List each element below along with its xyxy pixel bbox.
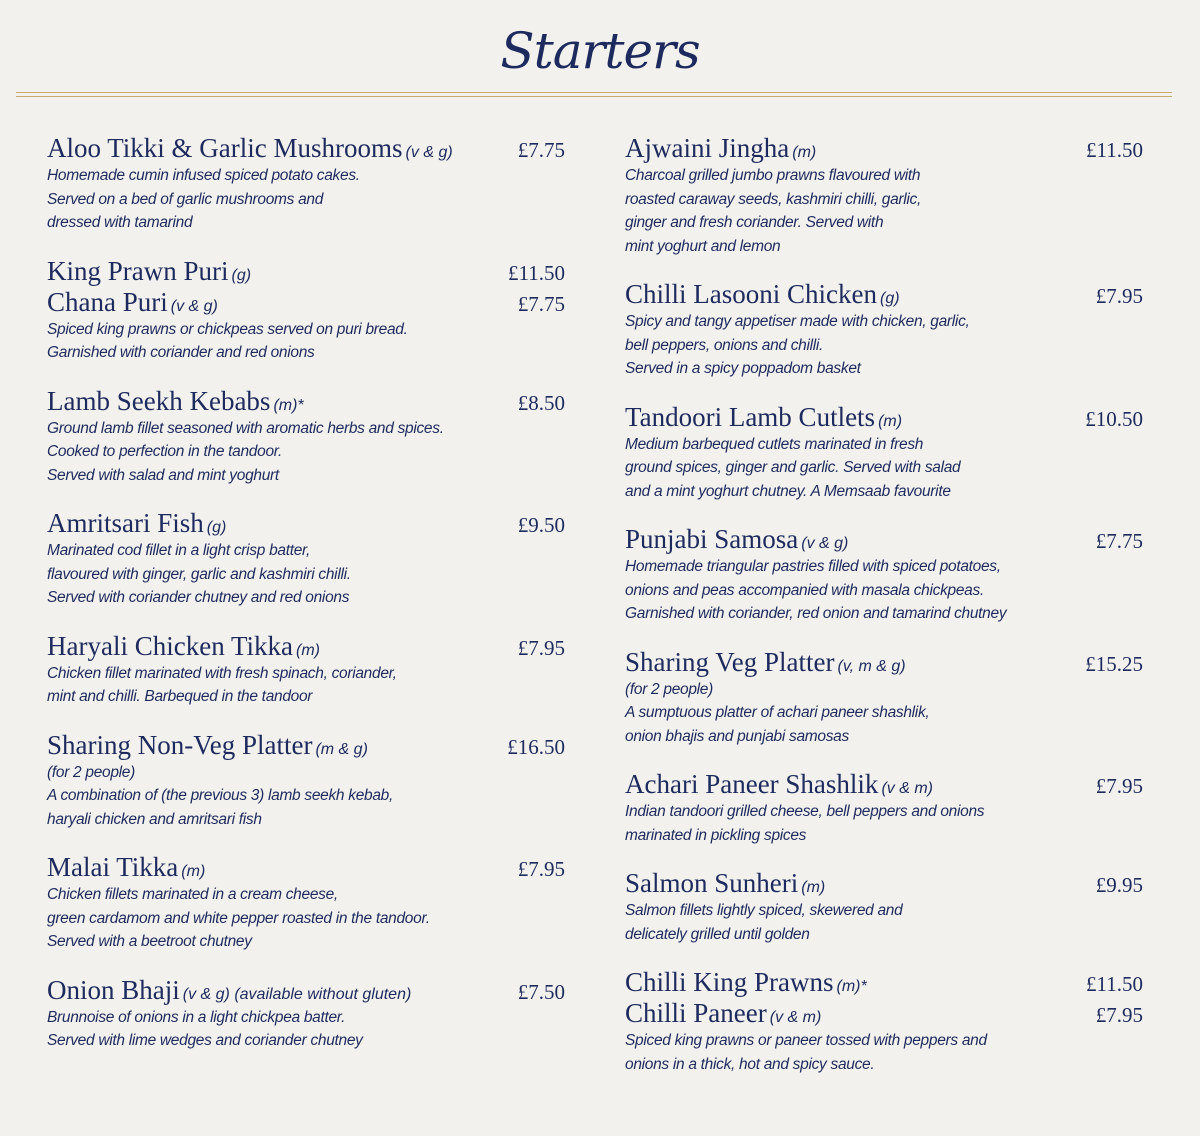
menu-item [47,730,565,832]
dish-price: £9.95 [1095,873,1143,897]
description-line: Served on a bed of garlic mushrooms and [47,190,324,208]
description-line: onions and peas accompanied with masala chickpeas. [625,581,984,599]
dish-heading [625,133,816,164]
dish-heading [47,852,205,883]
dietary-tag: (g) [231,266,252,284]
dietary-tag: (v & g) [170,297,218,315]
dietary-tag: (g) [206,519,227,536]
dish-price: £10.50 [1085,406,1143,431]
dish-heading [625,769,933,800]
description-line: Spiced king prawns or chickpeas served on puri bread. [47,320,408,338]
dish-heading [625,998,821,1029]
menu-item [47,975,565,1053]
dish-heading [47,386,304,417]
dietary-tag: (m) [181,863,206,880]
dish-description [47,761,565,832]
menu-item-line [625,524,1143,555]
menu-item [625,967,1143,1076]
dietary-tag: (v & g) [801,535,849,552]
menu-item-line [47,287,565,318]
dish-heading [625,967,867,998]
page-title: Starters [500,22,700,80]
description-line: delicately grilled until golden [625,925,810,943]
dietary-tag: (m) [878,412,903,430]
dish-price: £8.50 [517,390,565,415]
description-line: Indian tandoori grilled cheese, bell peppers and onions [625,803,985,820]
description-line: Marinated cod fillet in a light crisp batter, [47,542,311,559]
menu-item-line [625,998,1143,1029]
description-line: (for 2 people) [47,763,135,781]
description-line: Served with salad and mint yoghurt [47,466,279,484]
dish-description [47,1006,565,1053]
menu-item-line [47,133,565,164]
dietary-tag: (v & m) [881,780,933,797]
menu-item [625,524,1143,626]
menu-item-line [625,279,1143,310]
dish-name: Punjabi Samosa [625,524,799,554]
description-line: A sumptuous platter of achari paneer shashlik, [625,704,930,721]
dish-name: Malai Tikka [47,852,179,882]
dish-name: Amritsari Fish [47,508,204,538]
dish-description [47,539,565,610]
dish-heading [47,256,251,287]
dish-heading [47,631,320,662]
dish-price: £7.95 [1095,1003,1143,1027]
menu-item-line [625,868,1143,899]
menu-item-line [47,386,565,417]
dietary-tag: (m)* [273,396,304,414]
dietary-tag: (v & g) [405,144,453,161]
description-line: onion bhajis and punjabi samosas [625,727,849,745]
menu-item [47,631,565,709]
menu-item-line [625,769,1143,800]
description-line: ginger and fresh coriander. Served with [625,214,884,231]
description-line: Garnished with coriander, red onion and tamarind chutney [625,605,1007,622]
title-divider-secondary [16,96,1172,97]
dish-description [625,800,1143,847]
description-line: Salmon fillets lightly spiced, skewered and [625,902,903,919]
dish-price: £7.50 [517,979,565,1004]
dish-price: £7.95 [1095,774,1143,798]
dish-name: Ajwaini Jingha [625,133,790,163]
dietary-tag: (m)* [836,978,867,995]
menu-column-left [47,133,565,1074]
dietary-tag: (g) [879,290,900,307]
description-line: Chicken fillets marinated in a cream cheese, [47,886,338,903]
dish-price: £7.75 [517,291,565,316]
menu-item-line [625,402,1143,433]
description-line: dressed with tamarind [47,214,193,231]
dietary-tag: (v, m & g) [837,657,906,675]
dietary-tag: (m) [295,641,320,659]
dish-heading [47,730,368,761]
description-line: Garnished with coriander and red onions [47,344,315,361]
dietary-tag: (m) [801,879,826,896]
menu-item [625,769,1143,847]
dish-heading [47,508,226,539]
dish-description [47,662,565,709]
description-line: roasted caraway seeds, kashmiri chilli, garlic, [625,190,922,208]
description-line: A combination of (the previous 3) lamb seekh kebab, [47,787,393,804]
dish-price: £16.50 [507,734,565,759]
description-line: Served with a beetroot chutney [47,933,252,950]
dish-description [625,164,1143,258]
description-line: Medium barbequed cutlets marinated in fresh [625,435,924,453]
dish-name: Achari Paneer Shashlik [625,769,879,799]
dish-price: £11.50 [1086,138,1143,162]
dish-description [625,1029,1143,1076]
menu-item-line [47,852,565,883]
description-line: Chicken fillet marinated with fresh spinach, coriander, [47,664,397,682]
dish-heading [47,287,218,318]
dish-price: £7.75 [517,138,565,162]
menu-item-line [625,133,1143,164]
description-line: bell peppers, onions and chilli. [625,336,824,354]
dish-price: £7.95 [1095,284,1143,308]
dish-heading [625,524,848,555]
menu-item [47,852,565,954]
description-line: and a mint yoghurt chutney. A Memsaab favourite [625,482,951,500]
description-line: Served with lime wedges and coriander chutney [47,1032,363,1049]
dietary-tag: (v & m) [769,1009,822,1026]
description-line: Charcoal grilled jumbo prawns flavoured with [625,167,921,184]
menu-item [47,133,565,235]
dish-name: Sharing Veg Platter [625,646,835,677]
dish-heading [625,402,902,433]
dish-price: £7.75 [1095,529,1143,553]
dish-price: £11.50 [1086,972,1143,996]
menu-item [625,647,1143,749]
menu-item [625,279,1143,381]
dish-name: Sharing Non-Veg Platter [47,729,313,760]
menu-item-line [47,975,565,1006]
menu-item-line [625,967,1143,998]
description-line: Homemade cumin infused spiced potato cakes. [47,167,360,184]
dish-name: Chilli King Prawns [625,967,834,997]
dish-description [625,678,1143,749]
description-line: Brunnoise of onions in a light chickpea batter. [47,1008,346,1026]
description-line: green cardamom and white pepper roasted in the tandoor. [47,909,430,927]
dish-name: Tandoori Lamb Cutlets [625,401,876,432]
description-line: Spiced king prawns or paneer tossed with peppers and [625,1032,987,1049]
menu-item [47,256,565,365]
dish-description [47,318,565,365]
dietary-tag: (m) [792,144,817,161]
dish-name: Haryali Chicken Tikka [47,630,293,661]
description-line: haryali chicken and amritsari fish [47,810,262,828]
description-line: mint yoghurt and lemon [625,237,781,255]
description-line: Served with coriander chutney and red onions [47,589,350,606]
menu-item-line [625,647,1143,678]
dish-price: £15.25 [1085,651,1143,676]
dish-name: Chana Puri [47,286,168,317]
description-line: ground spices, ginger and garlic. Served with salad [625,459,961,476]
description-line: Ground lamb fillet seasoned with aromatic herbs and spices. [47,419,444,437]
dish-name: Lamb Seekh Kebabs [47,385,271,416]
menu-item-line [47,256,565,287]
dish-heading [625,647,906,678]
description-line: mint and chilli. Barbequed in the tandoor [47,688,313,705]
dish-name: Onion Bhaji [47,974,180,1005]
description-line: Served in a spicy poppadom basket [625,360,861,377]
dish-heading [47,975,411,1006]
dish-name: Salmon Sunheri [625,868,799,898]
dish-price: £11.50 [508,260,565,285]
menu-item-line [47,508,565,539]
menu-item-line [47,631,565,662]
description-line: Cooked to perfection in the tandoor. [47,443,283,460]
dish-name: King Prawn Puri [47,255,229,286]
dish-heading [625,868,825,899]
description-line: Homemade triangular pastries filled with spiced potatoes, [625,558,1001,575]
dish-heading [625,279,900,310]
dish-description [625,433,1143,504]
dish-name: Aloo Tikki & Garlic Mushrooms [47,133,403,163]
description-line: Spicy and tangy appetiser made with chicken, garlic, [625,313,970,330]
dish-description [47,164,565,235]
dish-name: Chilli Paneer [625,998,767,1028]
dish-price: £9.50 [517,513,565,537]
menu-item [47,508,565,610]
description-line: marinated in pickling spices [625,826,807,844]
dish-description [47,883,565,954]
title-divider [16,92,1172,93]
dietary-tag: (m & g) [315,740,368,758]
description-line: flavoured with ginger, garlic and kashmiri chilli. [47,565,351,583]
dietary-tag: (v & g) (available without gluten) [182,985,412,1003]
dish-heading [47,133,453,164]
dish-description [47,417,565,488]
menu-item-line [47,730,565,761]
dish-description [625,555,1143,626]
menu-column-right [625,133,1143,1097]
dish-price: £7.95 [517,857,565,881]
dish-name: Chilli Lasooni Chicken [625,279,877,309]
menu-item [625,402,1143,504]
dish-description [625,899,1143,946]
description-line: (for 2 people) [625,680,713,698]
menu-item [625,133,1143,258]
dish-price: £7.95 [517,635,565,660]
dish-description [625,310,1143,381]
description-line: onions in a thick, hot and spicy sauce. [625,1055,875,1073]
menu-item [47,386,565,488]
menu-item [625,868,1143,946]
